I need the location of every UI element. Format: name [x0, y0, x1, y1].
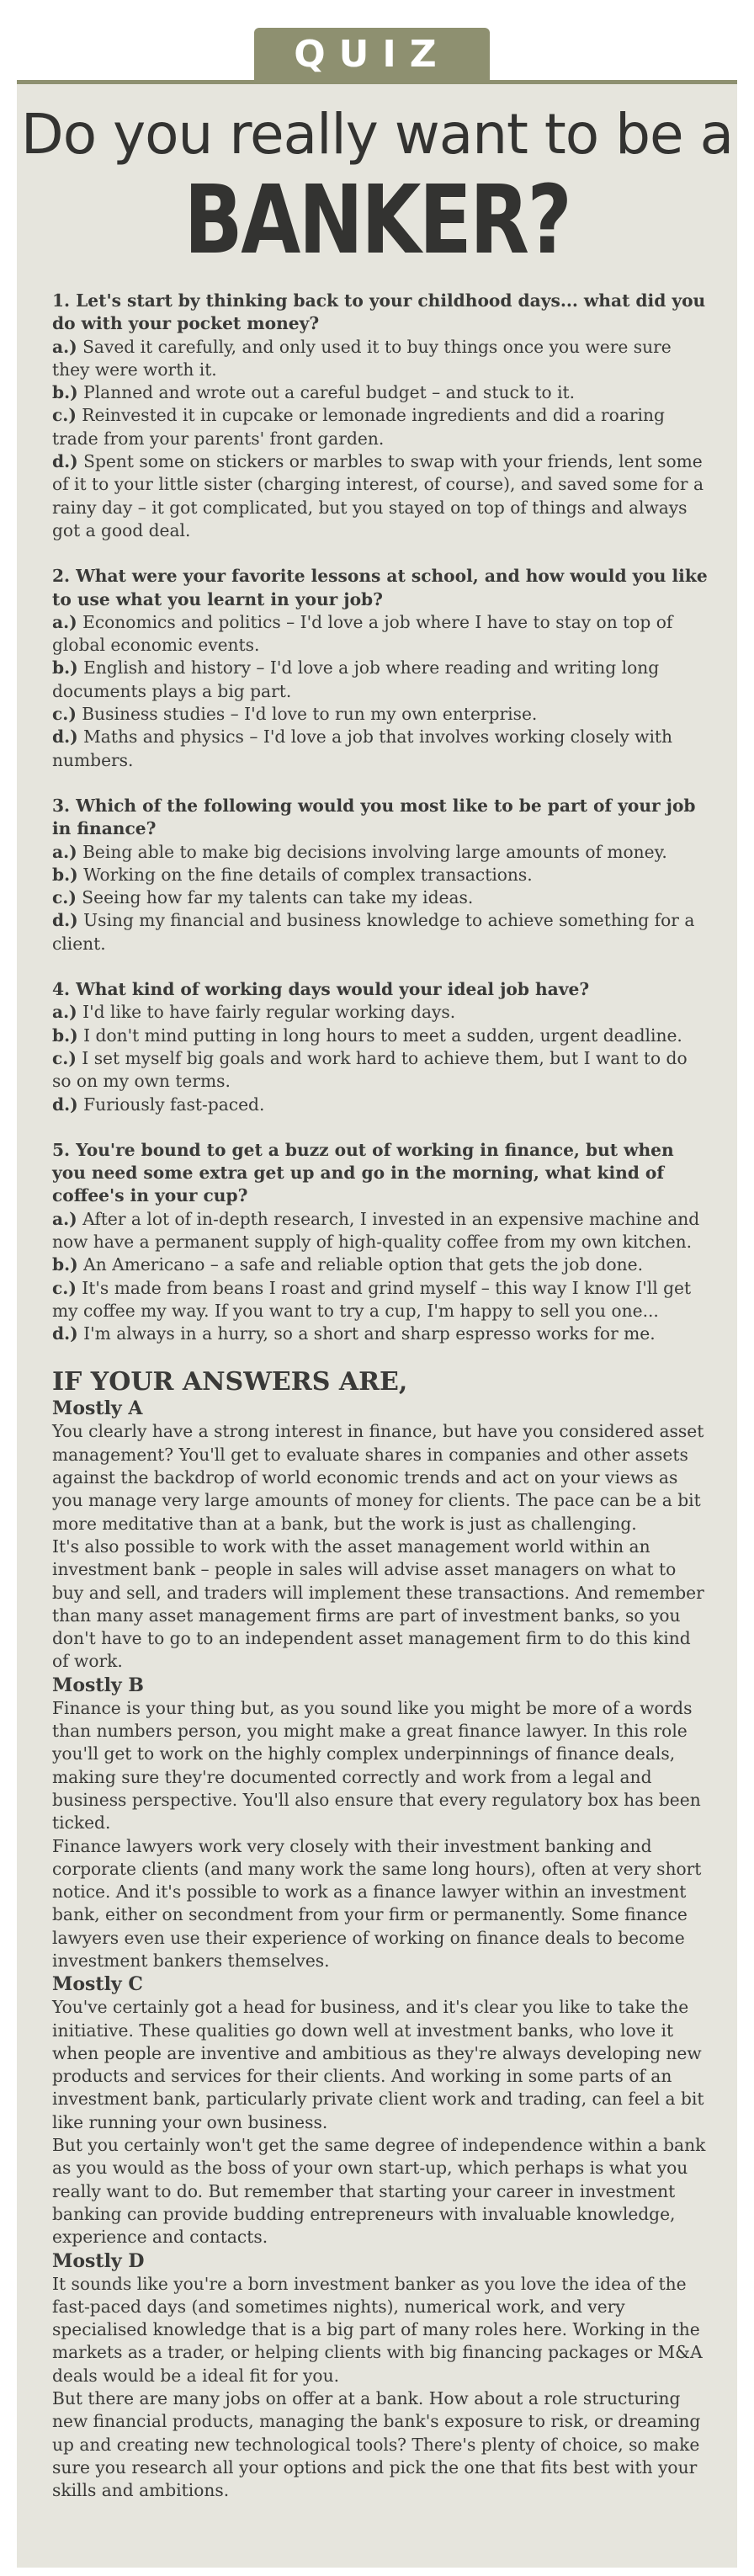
title-line-1: Do you really want to be a: [20, 102, 734, 167]
answer-option: [52, 1208, 710, 1254]
answer-option: [52, 404, 710, 450]
answer-label: b.): [52, 382, 78, 403]
answer-label: d.): [52, 451, 78, 472]
answer-text: I'd like to have fairly regular working days.: [82, 1002, 456, 1023]
title-line-2: BANKER?: [183, 166, 571, 275]
answer-option: [52, 450, 710, 542]
question-block: [52, 565, 710, 772]
result-paragraph: Finance lawyers work very closely with their investment banking and corporate clients (and many work the same long hours), often at very short notice. And it's possible to work as a finance lawyer within an investment bank, either on secondment from your firm or permanently. Some finance lawyers even use their experience of working on finance deals to become investment bankers themselves.: [52, 1835, 702, 1971]
questions-list: [52, 290, 710, 1345]
result-paragraph: But you certainly won't get the same degree of independence within a bank as you would as the boss of your own start-up, which perhaps is what you really want to do. But remember that starting your career in investment banking can provide budding entrepreneurs with invaluable knowledge, experience and contacts.: [52, 2135, 706, 2248]
answer-text: I don't mind putting in long hours to meet a sudden, urgent deadline.: [83, 1025, 682, 1046]
answer-option: [52, 1025, 710, 1047]
answer-label: c.): [52, 1047, 77, 1068]
answer-label: a.): [52, 611, 77, 632]
question-block: [52, 795, 710, 955]
answer-label: d.): [52, 726, 78, 748]
result-title: Mostly B: [52, 1674, 144, 1696]
result-paragraph: It sounds like you're a born investment banker as you love the idea of the fast-paced days (and sometimes nights), numerical work, and very specialised knowledge that is a big part of many roles here. Working in the markets as a trader, or helping clients with big financing packages or M&A deals would be a ideal fit for you.: [52, 2273, 703, 2386]
answer-text: English and history – I'd love a job where reading and writing long documents plays a big part.: [52, 657, 660, 701]
result-paragraph: But there are many jobs on offer at a bank. How about a role structuring new financial products, managing the bank's exposure to risk, or dreaming up and creating new technological tools? There's plenty of choice, so make sure you research all your options and pick the one that fits best with your skills and ambitions.: [52, 2388, 701, 2501]
question-text: 5. You're bound to get a buzz out of working in finance, but when you need some extra get up and go in the morning, what kind of coffee's in your cup?: [52, 1139, 674, 1206]
answer-option: [52, 336, 710, 382]
answer-option: [52, 726, 710, 772]
answer-option: [52, 703, 710, 726]
answer-text: Maths and physics – I'd love a job that involves working closely with numbers.: [52, 726, 673, 770]
answer-label: c.): [52, 1277, 77, 1298]
answer-text: After a lot of in-depth research, I invested in an expensive machine and now have a permanent supply of high-quality coffee from my own kitchen.: [52, 1208, 700, 1252]
question-block: [52, 978, 710, 1116]
results-section: [52, 1368, 710, 2502]
question-text: 2. What were your favorite lessons at school, and how would you like to use what you learnt in your job?: [52, 566, 708, 609]
answer-text: Working on the fine details of complex transactions.: [83, 864, 533, 885]
answer-option: [52, 1323, 710, 1345]
answer-label: d.): [52, 1094, 78, 1115]
question-text: 4. What kind of working days would your ideal job have?: [52, 979, 590, 1000]
question-block: [52, 1139, 710, 1346]
result-title: Mostly C: [52, 1973, 143, 1996]
result-paragraph: You clearly have a strong interest in finance, but have you considered asset management? You'll get to evaluate shares in companies and other assets against the backdrop of world economic trends and act on your views as you manage very large amounts of money for clients. The pace can be a bit more meditative than at a bank, but the work is just as challenging.: [52, 1421, 704, 1534]
result-title: Mostly D: [52, 2249, 145, 2272]
question-text: 1. Let's start by thinking back to your childhood days... what did you do with your pocket money?: [52, 290, 706, 334]
answer-text: I set myself big goals and work hard to achieve them, but I want to do so on my own terms.: [52, 1047, 688, 1092]
answer-option: [52, 657, 710, 703]
answer-label: a.): [52, 1208, 77, 1229]
answer-option: [52, 841, 710, 864]
answer-option: [52, 909, 710, 955]
quiz-content: [52, 290, 710, 2503]
answer-text: Spent some on stickers or marbles to swap with your friends, lent some of it to your little sister (charging interest, of course), and saved some for a rainy day – it got complicated, but you stayed on top of things and always got a good deal.: [52, 451, 704, 540]
answer-label: d.): [52, 1323, 78, 1344]
answer-text: Economics and politics – I'd love a job where I have to stay on top of global economic events.: [52, 611, 673, 656]
answer-option: [52, 886, 710, 909]
answer-option: [52, 381, 710, 404]
answer-text: Planned and wrote out a careful budget – and stuck to it.: [83, 382, 576, 403]
answer-option: [52, 864, 710, 886]
result-title: Mostly A: [52, 1397, 143, 1420]
answer-label: a.): [52, 841, 77, 862]
answer-label: d.): [52, 910, 78, 931]
quiz-tab-label: QUIZ: [254, 28, 490, 80]
answer-option: [52, 1277, 710, 1323]
question-text: 3. Which of the following would you most like to be part of your job in finance?: [52, 795, 696, 839]
answer-label: b.): [52, 1254, 78, 1275]
answer-label: c.): [52, 704, 77, 725]
answer-label: b.): [52, 1025, 78, 1046]
answer-label: b.): [52, 657, 78, 679]
answer-text: Furiously fast-paced.: [83, 1094, 265, 1115]
answer-text: An Americano – a safe and reliable option that gets the job done.: [83, 1254, 644, 1275]
answer-option: [52, 1253, 710, 1276]
answer-option: [52, 1047, 710, 1094]
answer-option: [52, 1094, 710, 1116]
answer-option: [52, 611, 710, 657]
results-heading: IF YOUR ANSWERS ARE,: [52, 1367, 408, 1397]
answer-label: a.): [52, 1002, 77, 1023]
answer-label: c.): [52, 405, 77, 426]
answer-label: b.): [52, 864, 78, 885]
answer-text: I'm always in a hurry, so a short and sharp espresso works for me.: [83, 1323, 656, 1344]
result-paragraph: It's also possible to work with the asset management world within an investment bank – people in sales will advise asset managers on what to buy and sell, and traders will implement these transactions. And remember than many asset management firms are part of investment banks, so you don't have to go to an independent asset management firm to do this kind of work.: [52, 1535, 704, 1672]
answer-label: a.): [52, 336, 77, 357]
answer-text: It's made from beans I roast and grind myself – this way I know I'll get my coffee my way. If you want to try a cup, I'm happy to sell you one...: [52, 1277, 692, 1321]
answer-option: [52, 1001, 710, 1024]
answer-text: Being able to make big decisions involving large amounts of money.: [82, 841, 667, 862]
answer-text: Saved it carefully, and only used it to buy things once you were sure they were worth it.: [52, 336, 672, 380]
answer-text: Business studies – I'd love to run my own enterprise.: [82, 704, 538, 725]
result-paragraph: Finance is your thing but, as you sound like you might be more of a words than numbers person, you might make a great finance lawyer. In this role you'll get to work on the highly complex underpinnings of finance deals, making sure they're documented correctly and work from a legal and business perspective. You'll also ensure that every regulatory box has been ticked.: [52, 1697, 701, 1834]
answer-text: Reinvested it in cupcake or lemonade ingredients and did a roaring trade from your parents' front garden.: [52, 405, 665, 449]
result-paragraph: You've certainly got a head for business, and it's clear you like to take the initiative. These qualities go down well at investment banks, who love it when people are inventive and ambitious as they're always developing new products and services for their clients. And working in some parts of an investment bank, particularly private client work and trading, can feel a bit like running your own business.: [52, 1997, 704, 2132]
answer-text: Using my financial and business knowledge to achieve something for a client.: [52, 910, 695, 954]
question-block: [52, 290, 710, 542]
answer-label: c.): [52, 887, 77, 908]
answer-text: Seeing how far my talents can take my ideas.: [82, 887, 474, 908]
